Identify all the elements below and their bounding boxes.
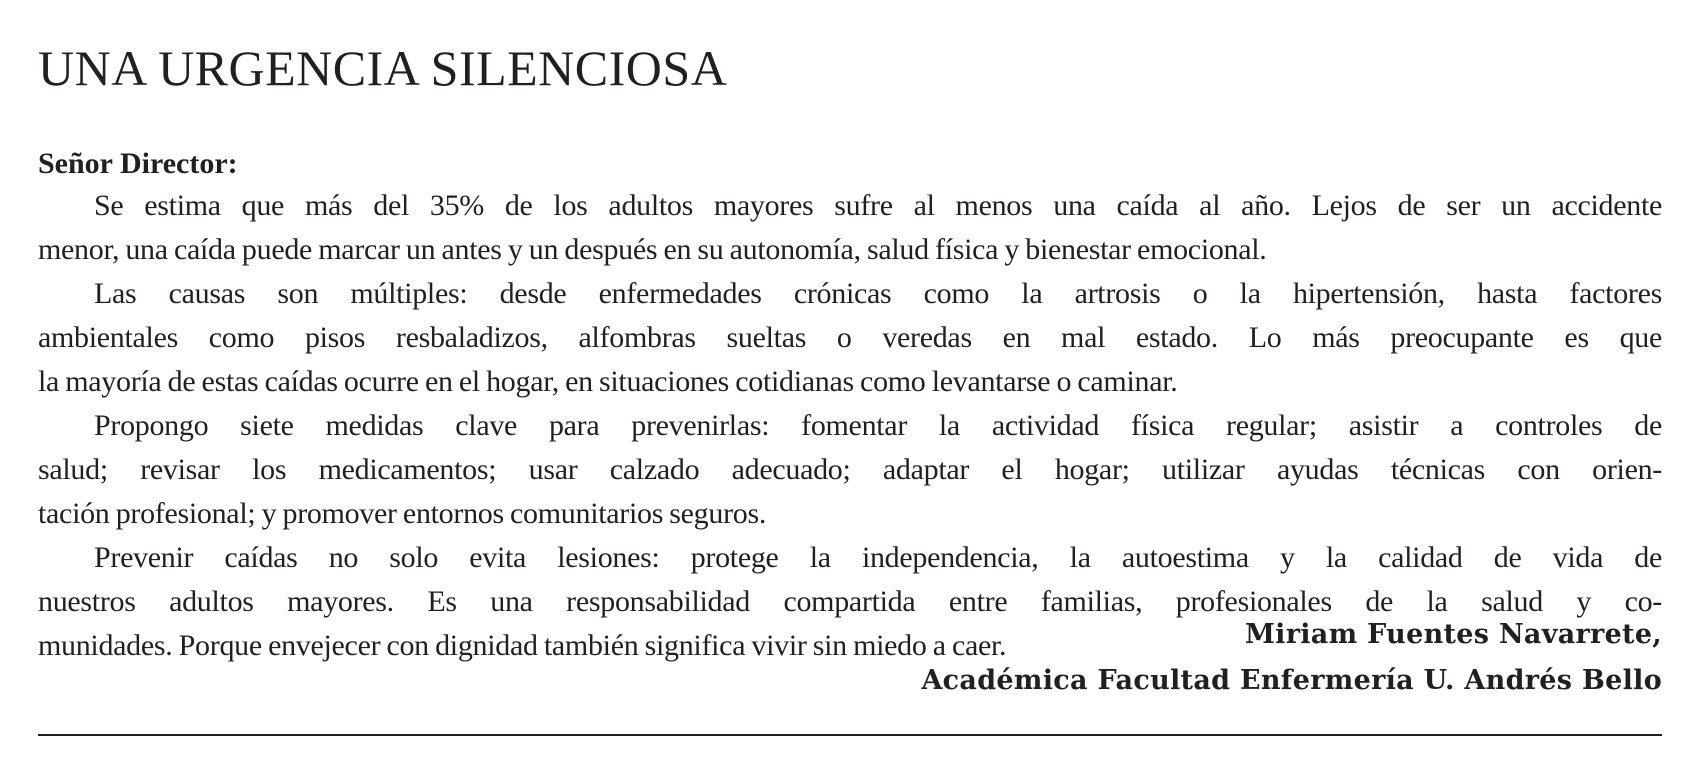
salutation: Señor Director: — [38, 147, 238, 180]
body-line: munidades. Porque envejecer con dignidad también significa vivir sin miedo a caer. — [38, 629, 1007, 662]
body-line: salud; revisar los medicamentos; usar calzado adecuado; adaptar el hogar; utilizar ayudas técnicas con orien- — [38, 453, 1662, 486]
body-line: Las causas son múltiples: desde enfermedades crónicas como la artrosis o la hipertensión, hasta factores — [94, 277, 1662, 310]
body-line: tación profesional; y promover entornos comunitarios seguros. — [38, 497, 767, 530]
signature-affiliation: Académica Facultad Enfermería U. Andrés Bello — [921, 665, 1662, 696]
body-line: nuestros adultos mayores. Es una responsabilidad compartida entre familias, profesionales de la salud y co- — [38, 585, 1662, 618]
signature-block — [921, 612, 1662, 704]
bottom-divider — [38, 734, 1662, 736]
body-line: la mayoría de estas caídas ocurre en el hogar, en situaciones cotidianas como levantarse o caminar. — [38, 365, 1178, 398]
body-line: Se estima que más del 35% de los adultos mayores sufre al menos una caída al año. Lejos de ser un accidente — [94, 189, 1662, 222]
letter-headline: UNA URGENCIA SILENCIOSA — [38, 40, 728, 96]
body-line: Prevenir caídas no solo evita lesiones: protege la independencia, la autoestima y la calidad de vida de — [94, 541, 1662, 574]
body-line: menor, una caída puede marcar un antes y un después en su autonomía, salud física y bienestar emocional. — [38, 233, 1267, 266]
body-line: ambientales como pisos resbaladizos, alfombras sueltas o veredas en mal estado. Lo más preocupante es que — [38, 321, 1662, 354]
letter-body — [38, 184, 1662, 668]
body-line: Propongo siete medidas clave para prevenirlas: fomentar la actividad física regular; asistir a controles de — [94, 409, 1662, 442]
signature-name: Miriam Fuentes Navarrete, — [1244, 619, 1662, 650]
